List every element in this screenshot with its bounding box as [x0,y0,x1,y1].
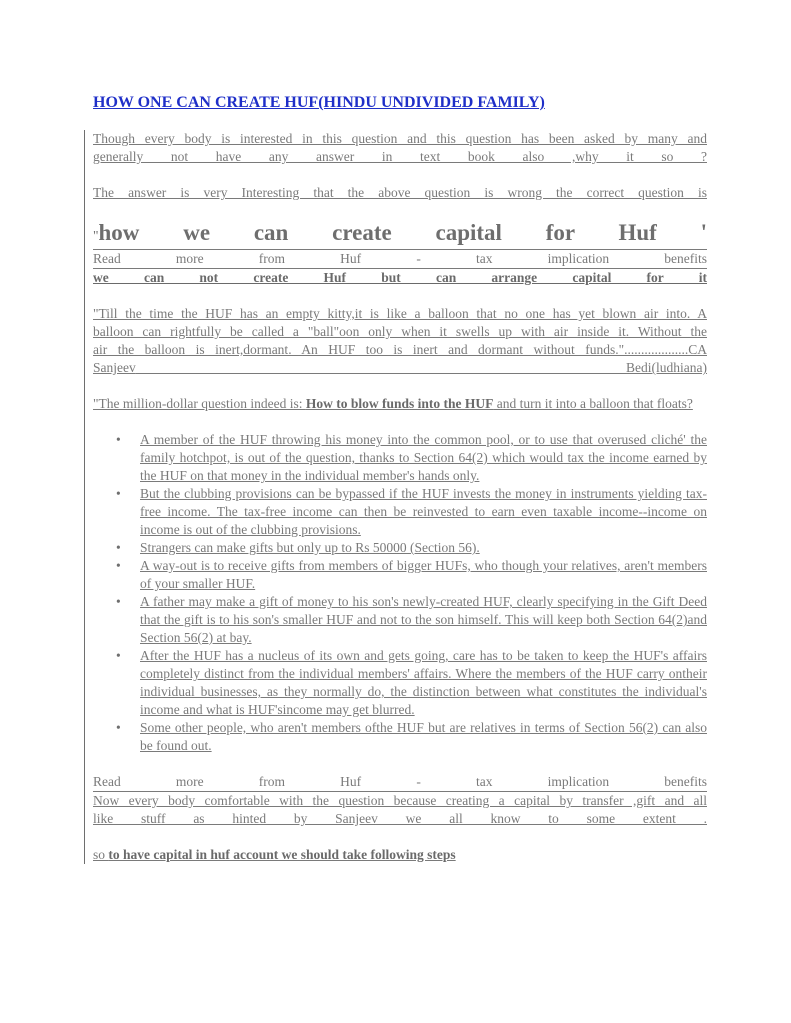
final-bold: to have capital in huf account we should take following steps [108,847,456,862]
closing-line-1: Now every body comfortable with the question because creating a capital by transfer ,gift and all [93,793,707,808]
intro-line-2: generally not have any answer in text book also ,why it so ? [93,149,707,164]
million-prefix: "The million-dollar question indeed is: [93,396,306,411]
answer-line-1: The answer is very Interesting that the above question is wrong the correct question is [93,185,707,200]
quote-author-last: Bedi(ludhiana) [626,360,707,375]
list-item: • After the HUF has a nucleus of its own and gets going, care has to be taken to keep the HUF's affairs completely distinct from the individual members' affairs. Where the members of the HUF carry ontheir individual businesses, as they normally do, the distinction between what constitutes the individual's income and what is HUF'sincome may get blurred. [140,647,707,719]
list-item: • Some other people, who aren't members ofthe HUF but are relatives in terms of Section 56(2) can also be found out. [140,719,707,755]
list-item: • Strangers can make gifts but only up to Rs 50000 (Section 56). [140,539,707,557]
article-body [84,130,707,864]
bullet-list [93,431,707,755]
spacer [93,202,707,220]
list-item: • A father may make a gift of money to his son's newly-created HUF, clearly specifying in the Gift Deed that the gift is to his son's smaller HUF and not to the son himself. This will keep both Section 64(2)and Section 56(2) at bay. [140,593,707,647]
close-quote: ' [700,220,708,245]
spacer [93,755,707,773]
list-item: • A way-out is to receive gifts from members of bigger HUFs, who though your relatives, aren't members of your smaller HUF. [140,557,707,593]
open-quote: " [93,228,99,243]
spacer [93,287,707,305]
spacer [93,828,707,846]
list-item: • But the clubbing provisions can be bypassed if the HUF invests the money in instruments yielding tax-free income. The tax-free income can then be reinvested to earn even taxable income--income on income is out of the clubbing provisions. [140,485,707,539]
quote-line-3: air the balloon is inert,dormant. An HUF too is inert and dormant without funds."...................CA [93,342,707,357]
quote-author-first: Sanjeev [93,360,136,375]
page-title: HOW ONE CAN CREATE HUF(HINDU UNDIVIDED FAMILY) [93,94,545,111]
million-suffix: and turn it into a balloon that floats? [493,396,693,411]
read-more-link-1[interactable]: Read more from Huf - tax implication benefits [93,250,707,269]
correct-question-text: how we can create capital for Huf [98,220,657,245]
closing-line-2: like stuff as hinted by Sanjeev we all know to some extent . [93,811,707,826]
list-item: • A member of the HUF throwing his money into the common pool, or to use that overused cliché' the family hotchpot, is out of the question, thanks to Section 64(2) which would tax the income earned by the HUF on that money in the individual member's hands only. [140,431,707,485]
final-prefix: so [93,847,109,862]
spacer [93,166,707,184]
quote-author [93,359,707,377]
final-steps-line [93,846,707,864]
read-more-link-2[interactable]: Read more from Huf - tax implication benefits [93,773,707,792]
million-bold: How to blow funds into the HUF [305,396,494,411]
spacer [93,377,707,395]
quote-line-2: balloon can rightfully be called a "ball"oon only when it swells up with air inside it. Without the [93,324,707,339]
quote-line-1: "Till the time the HUF has an empty kitty,it is like a balloon that no one has yet blown air into. A [93,306,707,321]
correct-question-heading [93,220,707,250]
intro-line-1: Though every body is interested in this question and this question has been asked by many and [93,131,707,146]
million-dollar-question [93,395,707,413]
answer-bold-line: we can not create Huf but can arrange capital for it [93,270,707,285]
spacer [93,413,707,431]
